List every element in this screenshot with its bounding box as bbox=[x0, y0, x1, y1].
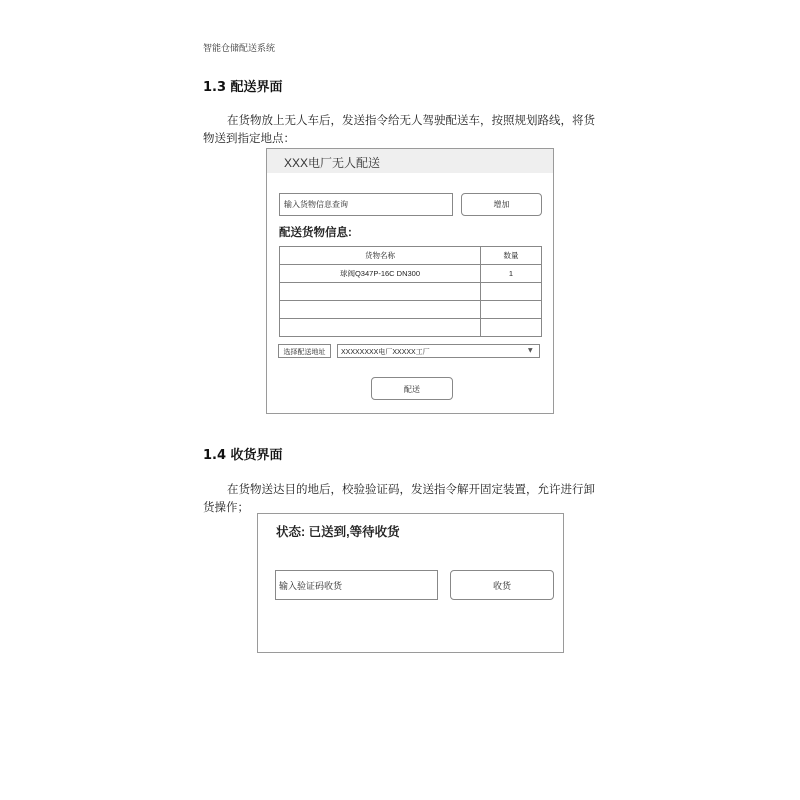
table-row[interactable] bbox=[280, 283, 542, 301]
receiving-window bbox=[257, 513, 564, 653]
send-button[interactable] bbox=[371, 377, 453, 400]
receive-button[interactable] bbox=[450, 570, 554, 600]
address-select[interactable] bbox=[337, 344, 540, 358]
window-title-bar bbox=[267, 149, 553, 173]
code-input-placeholder: 输入验证码收货 bbox=[279, 581, 343, 591]
section-paragraph-receiving bbox=[203, 480, 601, 516]
status-text: 状态: 已送到,等待收货 bbox=[276, 525, 400, 539]
column-header-quantity: 数量 bbox=[481, 247, 542, 265]
table-cell-name bbox=[280, 301, 481, 319]
table-cell-name bbox=[280, 283, 481, 301]
table-cell-name bbox=[280, 319, 481, 337]
table-row[interactable] bbox=[280, 265, 542, 283]
table-cell-quantity bbox=[481, 319, 542, 337]
chevron-down-icon[interactable]: ▼ bbox=[528, 347, 533, 354]
table-header-row bbox=[280, 247, 542, 265]
address-label bbox=[278, 344, 331, 358]
table-cell-quantity: 1 bbox=[481, 265, 542, 283]
document-header: 智能仓储配送系统 bbox=[203, 44, 276, 54]
table-row[interactable] bbox=[280, 319, 542, 337]
add-button-label: 增加 bbox=[493, 200, 510, 209]
table-cell-quantity bbox=[481, 283, 542, 301]
goods-table bbox=[279, 246, 542, 337]
address-selected-value: XXXXXXXX电厂XXXXX工厂 bbox=[341, 349, 430, 356]
section-paragraph-delivery bbox=[203, 111, 601, 147]
add-button[interactable] bbox=[461, 193, 542, 216]
column-header-name: 货物名称 bbox=[280, 247, 481, 265]
paragraph-text: 在货物放上无人车后，发送指令给无人驾驶配送车，按照规划路线，将货物送到指定地点： bbox=[203, 113, 595, 145]
search-placeholder: 输入货物信息查询 bbox=[284, 200, 348, 209]
window-title: XXX电厂无人配送 bbox=[284, 156, 381, 170]
section-heading-receiving: 1.4 收货界面 bbox=[203, 448, 283, 463]
section-heading-delivery: 1.3 配送界面 bbox=[203, 80, 283, 95]
address-label-text: 选择配送地址 bbox=[283, 349, 326, 356]
table-cell-quantity bbox=[481, 301, 542, 319]
send-button-label: 配送 bbox=[404, 385, 420, 394]
verification-code-input[interactable] bbox=[275, 570, 438, 600]
goods-search-input[interactable] bbox=[279, 193, 453, 216]
paragraph-text: 在货物送达目的地后，校验验证码，发送指令解开固定装置，允许进行卸货操作； bbox=[203, 482, 595, 514]
receive-button-label: 收货 bbox=[492, 581, 511, 591]
goods-info-heading: 配送货物信息: bbox=[279, 227, 352, 239]
delivery-window bbox=[266, 148, 554, 414]
table-row[interactable] bbox=[280, 301, 542, 319]
table-cell-name: 球阀Q347P-16C DN300 bbox=[280, 265, 481, 283]
